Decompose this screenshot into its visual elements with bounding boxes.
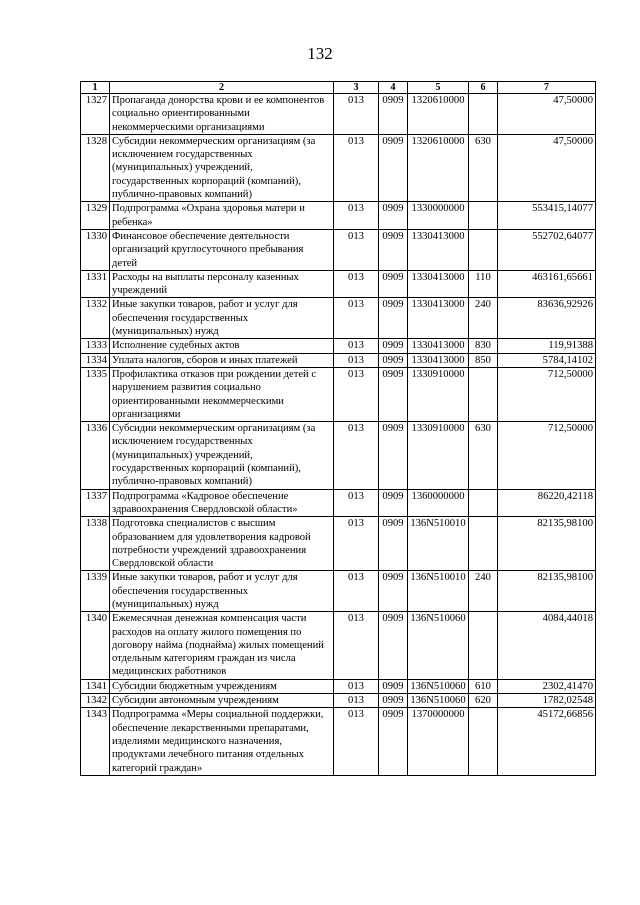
row-target-code: 1320610000 xyxy=(408,94,469,135)
row-amount: 2302,41470 xyxy=(498,679,596,693)
row-expense-type xyxy=(469,517,498,571)
table-row xyxy=(81,270,596,298)
row-admin-code: 013 xyxy=(334,489,379,517)
column-header: 4 xyxy=(379,82,408,94)
row-name: Подпрограмма «Меры социальной поддержки, обеспечение лекарственными препаратами, изделиями медицинского назначения, продуктами лечебного питания отдельных категорий граждан» xyxy=(110,708,334,775)
row-expense-type: 240 xyxy=(469,298,498,339)
row-expense-type: 830 xyxy=(469,339,498,353)
column-header: 6 xyxy=(469,82,498,94)
column-header: 5 xyxy=(408,82,469,94)
row-admin-code: 013 xyxy=(334,229,379,270)
row-section-code: 0909 xyxy=(379,422,408,489)
row-expense-type xyxy=(469,708,498,775)
row-name: Иные закупки товаров, работ и услуг для обеспечения государственных (муниципальных) нужд xyxy=(110,571,334,612)
row-amount: 47,50000 xyxy=(498,134,596,201)
row-number: 1339 xyxy=(81,571,110,612)
row-amount: 5784,14102 xyxy=(498,353,596,367)
column-header: 7 xyxy=(498,82,596,94)
table-row xyxy=(81,229,596,270)
row-target-code: 136N510060 xyxy=(408,612,469,679)
row-section-code: 0909 xyxy=(379,571,408,612)
row-expense-type: 630 xyxy=(469,422,498,489)
row-section-code: 0909 xyxy=(379,134,408,201)
row-section-code: 0909 xyxy=(379,679,408,693)
row-number: 1335 xyxy=(81,367,110,421)
row-number: 1327 xyxy=(81,94,110,135)
row-amount: 712,50000 xyxy=(498,367,596,421)
row-name: Субсидии автономным учреждениям xyxy=(110,694,334,708)
table-row xyxy=(81,612,596,679)
row-section-code: 0909 xyxy=(379,367,408,421)
row-admin-code: 013 xyxy=(334,270,379,298)
row-name: Подпрограмма «Охрана здоровья матери и ребенка» xyxy=(110,202,334,230)
row-admin-code: 013 xyxy=(334,422,379,489)
row-number: 1342 xyxy=(81,694,110,708)
row-admin-code: 013 xyxy=(334,367,379,421)
row-name: Пропаганда донорства крови и ее компонентов социально ориентированными некоммерческими организациями xyxy=(110,94,334,135)
row-target-code: 1330413000 xyxy=(408,229,469,270)
row-expense-type xyxy=(469,612,498,679)
table-row xyxy=(81,489,596,517)
row-expense-type xyxy=(469,367,498,421)
row-target-code: 136N510010 xyxy=(408,571,469,612)
row-admin-code: 013 xyxy=(334,679,379,693)
table-row xyxy=(81,298,596,339)
row-amount: 82135,98100 xyxy=(498,517,596,571)
row-admin-code: 013 xyxy=(334,134,379,201)
row-expense-type: 240 xyxy=(469,571,498,612)
row-number: 1330 xyxy=(81,229,110,270)
row-expense-type: 110 xyxy=(469,270,498,298)
row-target-code: 1320610000 xyxy=(408,134,469,201)
budget-table xyxy=(80,81,596,776)
table-row xyxy=(81,694,596,708)
row-name: Уплата налогов, сборов и иных платежей xyxy=(110,353,334,367)
table-row xyxy=(81,94,596,135)
row-number: 1337 xyxy=(81,489,110,517)
row-expense-type: 620 xyxy=(469,694,498,708)
table-row xyxy=(81,517,596,571)
row-target-code: 1330413000 xyxy=(408,353,469,367)
row-target-code: 1330413000 xyxy=(408,270,469,298)
table-row xyxy=(81,353,596,367)
row-expense-type xyxy=(469,94,498,135)
row-number: 1333 xyxy=(81,339,110,353)
row-number: 1334 xyxy=(81,353,110,367)
row-admin-code: 013 xyxy=(334,708,379,775)
row-section-code: 0909 xyxy=(379,229,408,270)
row-amount: 552702,64077 xyxy=(498,229,596,270)
row-number: 1328 xyxy=(81,134,110,201)
row-name: Финансовое обеспечение деятельности организаций круглосуточного пребывания детей xyxy=(110,229,334,270)
table-row xyxy=(81,134,596,201)
row-target-code: 1360000000 xyxy=(408,489,469,517)
row-amount: 712,50000 xyxy=(498,422,596,489)
row-section-code: 0909 xyxy=(379,694,408,708)
row-name: Исполнение судебных актов xyxy=(110,339,334,353)
row-expense-type: 850 xyxy=(469,353,498,367)
table-row xyxy=(81,679,596,693)
row-admin-code: 013 xyxy=(334,339,379,353)
row-number: 1332 xyxy=(81,298,110,339)
row-amount: 47,50000 xyxy=(498,94,596,135)
row-section-code: 0909 xyxy=(379,353,408,367)
row-admin-code: 013 xyxy=(334,298,379,339)
row-amount: 83636,92926 xyxy=(498,298,596,339)
row-number: 1329 xyxy=(81,202,110,230)
row-number: 1340 xyxy=(81,612,110,679)
row-amount: 1782,02548 xyxy=(498,694,596,708)
row-name: Расходы на выплаты персоналу казенных учреждений xyxy=(110,270,334,298)
row-target-code: 1330413000 xyxy=(408,339,469,353)
row-name: Субсидии некоммерческим организациям (за исключением государственных (муниципальных) учреждений, государственных корпораций (компаний), публично-правовых компаний) xyxy=(110,134,334,201)
page-number: 132 xyxy=(307,44,333,63)
row-section-code: 0909 xyxy=(379,202,408,230)
row-target-code: 1330910000 xyxy=(408,367,469,421)
row-target-code: 1330413000 xyxy=(408,298,469,339)
row-target-code: 136N510060 xyxy=(408,679,469,693)
row-section-code: 0909 xyxy=(379,612,408,679)
row-section-code: 0909 xyxy=(379,708,408,775)
row-number: 1336 xyxy=(81,422,110,489)
row-admin-code: 013 xyxy=(334,571,379,612)
row-expense-type xyxy=(469,229,498,270)
row-target-code: 1330000000 xyxy=(408,202,469,230)
table-row xyxy=(81,367,596,421)
row-target-code: 136N510010 xyxy=(408,517,469,571)
row-expense-type xyxy=(469,489,498,517)
row-admin-code: 013 xyxy=(334,694,379,708)
row-admin-code: 013 xyxy=(334,202,379,230)
table-row xyxy=(81,422,596,489)
row-target-code: 1330910000 xyxy=(408,422,469,489)
row-section-code: 0909 xyxy=(379,298,408,339)
row-amount: 4084,44018 xyxy=(498,612,596,679)
row-name: Подготовка специалистов с высшим образованием для удовлетворения кадровой потребности учреждений здравоохранения Свердловской области xyxy=(110,517,334,571)
row-name: Ежемесячная денежная компенсация части расходов на оплату жилого помещения по договору найма (поднайма) жилых помещений отдельным категориям граждан из числа медицинских работников xyxy=(110,612,334,679)
header-row xyxy=(81,82,596,94)
row-amount: 45172,66856 xyxy=(498,708,596,775)
row-amount: 463161,65661 xyxy=(498,270,596,298)
column-header: 2 xyxy=(110,82,334,94)
row-expense-type: 630 xyxy=(469,134,498,201)
row-amount: 119,91388 xyxy=(498,339,596,353)
table-row xyxy=(81,339,596,353)
row-expense-type xyxy=(469,202,498,230)
row-expense-type: 610 xyxy=(469,679,498,693)
row-target-code: 1370000000 xyxy=(408,708,469,775)
table-row xyxy=(81,571,596,612)
column-header: 3 xyxy=(334,82,379,94)
column-header: 1 xyxy=(81,82,110,94)
row-admin-code: 013 xyxy=(334,612,379,679)
row-section-code: 0909 xyxy=(379,517,408,571)
row-admin-code: 013 xyxy=(334,353,379,367)
row-section-code: 0909 xyxy=(379,94,408,135)
row-admin-code: 013 xyxy=(334,517,379,571)
row-number: 1343 xyxy=(81,708,110,775)
row-number: 1338 xyxy=(81,517,110,571)
table-row xyxy=(81,202,596,230)
row-section-code: 0909 xyxy=(379,489,408,517)
row-name: Иные закупки товаров, работ и услуг для обеспечения государственных (муниципальных) нужд xyxy=(110,298,334,339)
row-section-code: 0909 xyxy=(379,270,408,298)
table-row xyxy=(81,708,596,775)
row-amount: 553415,14077 xyxy=(498,202,596,230)
row-number: 1331 xyxy=(81,270,110,298)
row-amount: 86220,42118 xyxy=(498,489,596,517)
row-section-code: 0909 xyxy=(379,339,408,353)
row-target-code: 136N510060 xyxy=(408,694,469,708)
row-number: 1341 xyxy=(81,679,110,693)
row-name: Субсидии бюджетным учреждениям xyxy=(110,679,334,693)
row-name: Подпрограмма «Кадровое обеспечение здравоохранения Свердловской области» xyxy=(110,489,334,517)
row-name: Профилактика отказов при рождении детей с нарушением развития социально ориентированными некоммерческими организациями xyxy=(110,367,334,421)
row-amount: 82135,98100 xyxy=(498,571,596,612)
row-admin-code: 013 xyxy=(334,94,379,135)
row-name: Субсидии некоммерческим организациям (за исключением государственных (муниципальных) учреждений, государственных корпораций (компаний), публично-правовых компаний) xyxy=(110,422,334,489)
